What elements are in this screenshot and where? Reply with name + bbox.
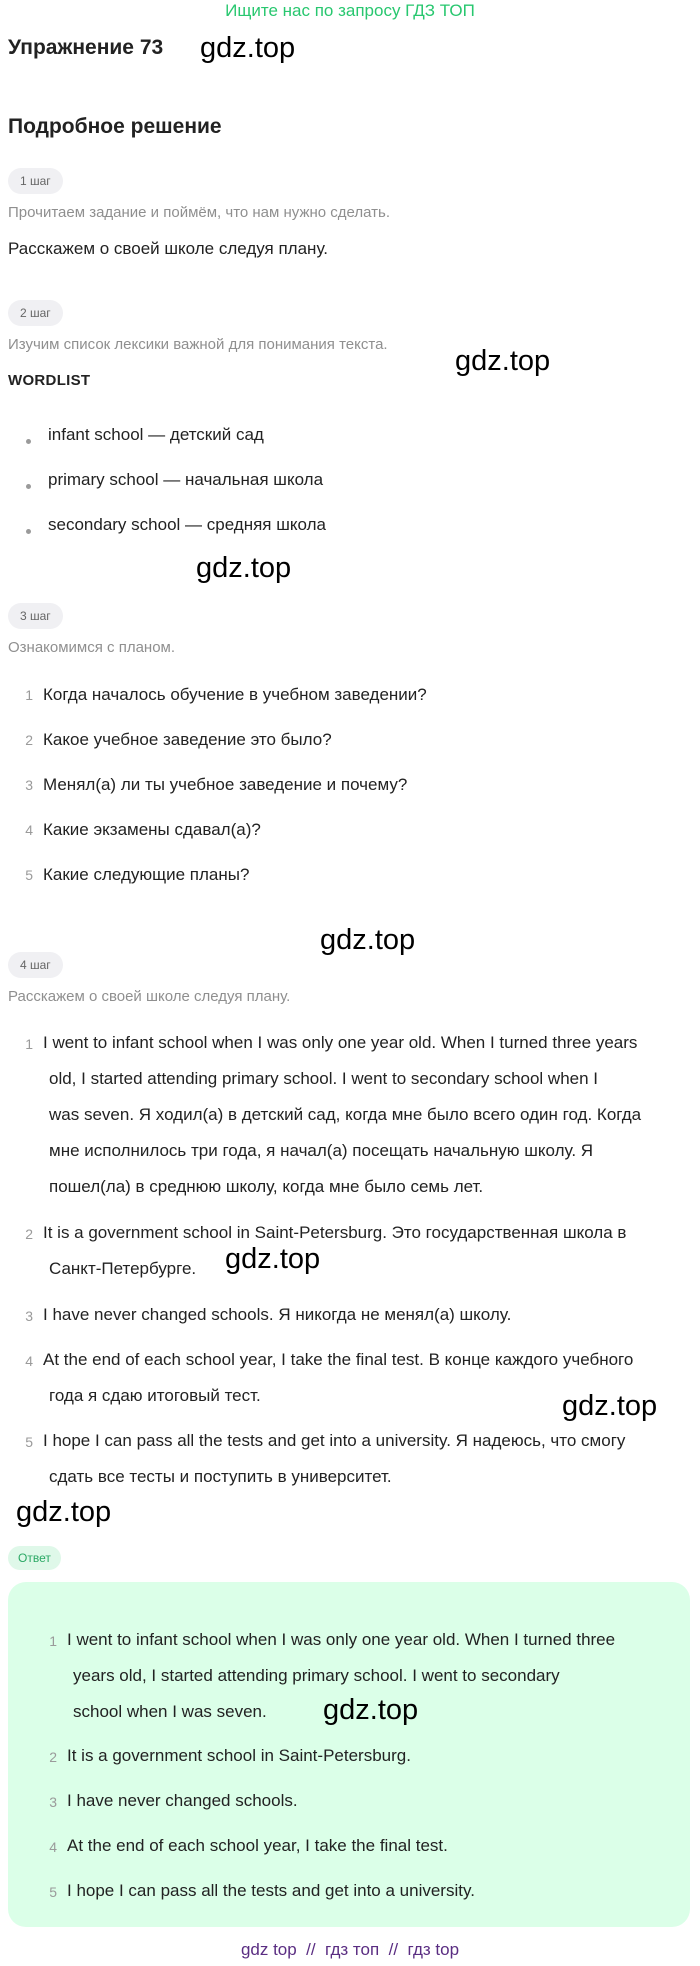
step-1-hint: Прочитаем задание и поймём, что нам нужно сделать. xyxy=(8,204,391,221)
list-number: 5 xyxy=(49,1884,57,1900)
list-number: 3 xyxy=(49,1794,57,1810)
story-line: old, I started attending primary school. I went to secondary school when I xyxy=(49,1069,599,1088)
list-number: 1 xyxy=(25,1036,33,1052)
story-item: I have never changed schools. Я никогда не менял(а) школу. xyxy=(43,1305,512,1324)
solution-title: Подробное решение xyxy=(8,115,222,138)
bullet-dot xyxy=(26,529,31,534)
answer-badge: Ответ xyxy=(8,1546,61,1570)
list-number: 5 xyxy=(25,867,33,883)
list-number: 4 xyxy=(49,1839,57,1855)
plan-item: Какое учебное заведение это было? xyxy=(43,730,332,749)
story-item xyxy=(43,1215,693,1287)
answer-line: years old, I started attending primary school. I went to secondary xyxy=(73,1666,560,1685)
story-line: Санкт-Петербурге. xyxy=(49,1259,197,1278)
answer-item: It is a government school in Saint-Petersburg. xyxy=(67,1746,411,1765)
story-item xyxy=(43,1423,693,1495)
exercise-title: Упражнение 73 xyxy=(8,36,164,59)
step-3-badge: 3 шаг xyxy=(8,603,63,629)
story-line: мне исполнилось три года, я начал(а) посещать начальную школу. Я xyxy=(49,1141,594,1160)
wordlist-item: secondary school — средняя школа xyxy=(48,515,326,534)
step-3-hint: Ознакомимся с планом. xyxy=(8,639,176,656)
plan-item: Менял(а) ли ты учебное заведение и почему? xyxy=(43,775,408,794)
list-number: 3 xyxy=(25,1308,33,1324)
wordlist-item: infant school — детский сад xyxy=(48,425,264,444)
footer-links[interactable]: gdz top // гдз топ // гдз top xyxy=(240,1940,460,1959)
watermark: gdz.top xyxy=(562,1390,658,1422)
story-line: It is a government school in Saint-Petersburg. Это государственная школа в xyxy=(43,1223,627,1242)
list-number: 2 xyxy=(25,732,33,748)
answer-line: I went to infant school when I was only one year old. When I turned three xyxy=(67,1630,616,1649)
list-number: 2 xyxy=(49,1749,57,1765)
answer-line: school when I was seven. xyxy=(73,1702,267,1721)
step-2-hint: Изучим список лексики важной для понимания текста. xyxy=(8,336,388,353)
list-number: 2 xyxy=(25,1226,33,1242)
wordlist-item: primary school — начальная школа xyxy=(48,470,324,489)
answer-item: I have never changed schools. xyxy=(67,1791,298,1810)
plan-item: Какие экзамены сдавал(а)? xyxy=(43,820,261,839)
list-number: 1 xyxy=(49,1633,57,1649)
bullet-dot xyxy=(26,484,31,489)
list-number: 5 xyxy=(25,1434,33,1450)
list-number: 3 xyxy=(25,777,33,793)
search-banner[interactable]: Ищите нас по запросу ГДЗ ТОП xyxy=(225,1,475,20)
plan-item: Какие следующие планы? xyxy=(43,865,250,884)
list-number: 4 xyxy=(25,1353,33,1369)
story-line: пошел(ла) в среднюю школу, когда мне было семь лет. xyxy=(49,1177,484,1196)
bullet-dot xyxy=(26,439,31,444)
step-4-badge: 4 шаг xyxy=(8,952,63,978)
watermark: gdz.top xyxy=(455,345,551,377)
story-line: I went to infant school when I was only one year old. When I turned three years xyxy=(43,1033,638,1052)
watermark: gdz.top xyxy=(196,552,292,584)
watermark: gdz.top xyxy=(16,1496,112,1528)
story-line: I hope I can pass all the tests and get into a university. Я надеюсь, что смогу xyxy=(43,1431,626,1450)
plan-item: Когда началось обучение в учебном заведении? xyxy=(43,685,427,704)
watermark: gdz.top xyxy=(225,1243,321,1275)
answer-item: I hope I can pass all the tests and get into a university. xyxy=(67,1881,475,1900)
step-1-text: Расскажем о своей школе следуя плану. xyxy=(8,239,328,258)
step-2-badge: 2 шаг xyxy=(8,300,63,326)
list-number: 4 xyxy=(25,822,33,838)
story-line: was seven. Я ходил(а) в детский сад, когда мне было всего один год. Когда xyxy=(49,1105,642,1124)
story-line: года я сдаю итоговый тест. xyxy=(49,1386,261,1405)
step-1-badge: 1 шаг xyxy=(8,168,63,194)
watermark: gdz.top xyxy=(320,924,416,956)
wordlist-heading: WORDLIST xyxy=(8,372,91,389)
story-item xyxy=(43,1025,693,1205)
list-number: 1 xyxy=(25,687,33,703)
story-line: сдать все тесты и поступить в университет. xyxy=(49,1467,392,1486)
watermark: gdz.top xyxy=(323,1694,419,1726)
step-4-hint: Расскажем о своей школе следуя плану. xyxy=(8,988,291,1005)
watermark: gdz.top xyxy=(200,32,296,64)
answer-item: At the end of each school year, I take the final test. xyxy=(67,1836,448,1855)
story-line: At the end of each school year, I take the final test. В конце каждого учебного xyxy=(43,1350,634,1369)
